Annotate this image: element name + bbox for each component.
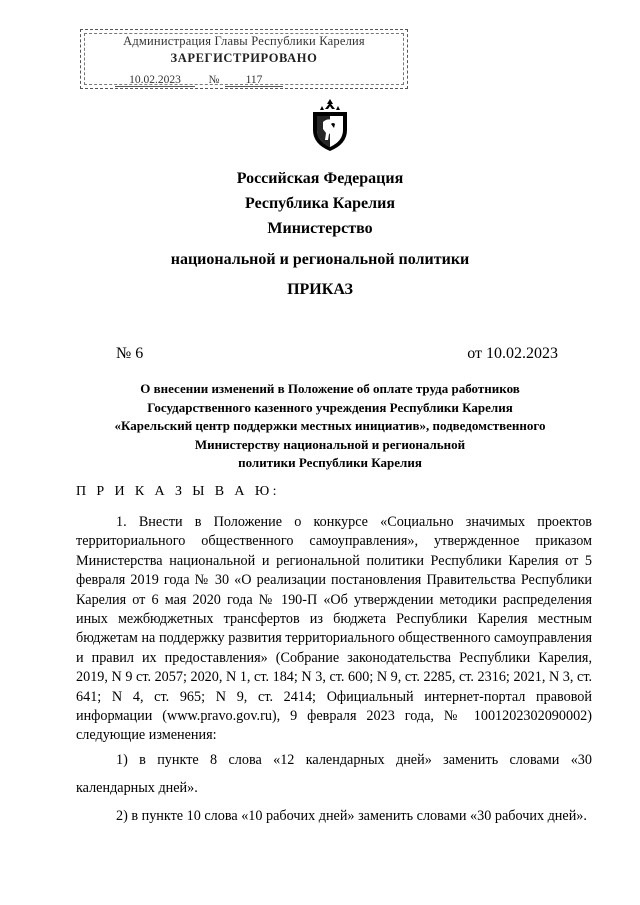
stamp-date: 10.02.2023 bbox=[115, 74, 195, 87]
subject-line: Государственного казенного учреждения Республики Карелия bbox=[147, 399, 513, 415]
karelia-coat-of-arms-icon bbox=[309, 98, 351, 152]
stamp-status: ЗАРЕГИСТРИРОВАНО bbox=[170, 51, 318, 65]
body-paragraph: 1) в пункте 8 слова «12 календарных дней» заменить словами «30 календарных дней». bbox=[76, 751, 592, 796]
stamp-number-label: № bbox=[208, 74, 220, 86]
stamp-organization: Администрация Главы Республики Карелия bbox=[123, 34, 365, 48]
subject-line: политики Республики Карелия bbox=[238, 455, 422, 470]
registration-stamp bbox=[80, 29, 408, 89]
header-republic: Республика Карелия bbox=[245, 195, 395, 212]
order-date: от 10.02.2023 bbox=[467, 345, 558, 362]
header-country: Российская Федерация bbox=[236, 170, 404, 187]
order-body bbox=[76, 513, 592, 830]
order-number: № 6 bbox=[116, 345, 144, 362]
subject-line: Министерству национальной и региональной bbox=[194, 436, 466, 452]
stamp-number: 117 bbox=[225, 74, 283, 87]
header-ministry: Министерство bbox=[267, 220, 373, 237]
prikazyvayu-heading: П Р И К А З Ы В А Ю: bbox=[76, 484, 280, 499]
body-paragraph: 1. Внести в Положение о конкурсе «Социально значимых проектов территориального общественного самоуправления», утвержденное приказом Министерства национальной и региональной политики Республики Карелия от 5 февраля 2019 года № 30 «О реализации постановления Правительства Республики Карелия от 6 мая 2020 года № 190-П «Об утверждении методики распределения иных межбюджетных трансфертов из бюджета Республики Карелия местным бюджетам на поддержку развития территориального общественного самоуправления и правил их предоставления» (Собрание законодательства Республики Карелия, 2019, N 9 ст. 2057; 2020, N 1, ст. 184; N 3, ст. 600; N 9, ст. 2285, ст. 2316; 2021, N 3, ст. 641; N 4, ст. 965; N 9, ст. 2414; Официальный интернет-портал правовой информации (www.pravo.gov.ru), 9 февраля 2023 года, № 1001202302090002) следующие изменения: bbox=[76, 514, 592, 744]
subject-line: «Карельский центр поддержки местных инициатив», подведомственного bbox=[114, 418, 546, 433]
body-paragraph: 2) в пункте 10 слова «10 рабочих дней» заменить словами «30 рабочих дней». bbox=[116, 807, 587, 824]
subject-line: О внесении изменений в Положение об оплате труда работников bbox=[140, 381, 520, 396]
header-ministry-name: национальной и региональной политики bbox=[170, 251, 470, 268]
order-subject bbox=[70, 380, 590, 473]
stamp-registration-line bbox=[115, 74, 283, 87]
document-type-title: ПРИКАЗ bbox=[287, 281, 353, 298]
